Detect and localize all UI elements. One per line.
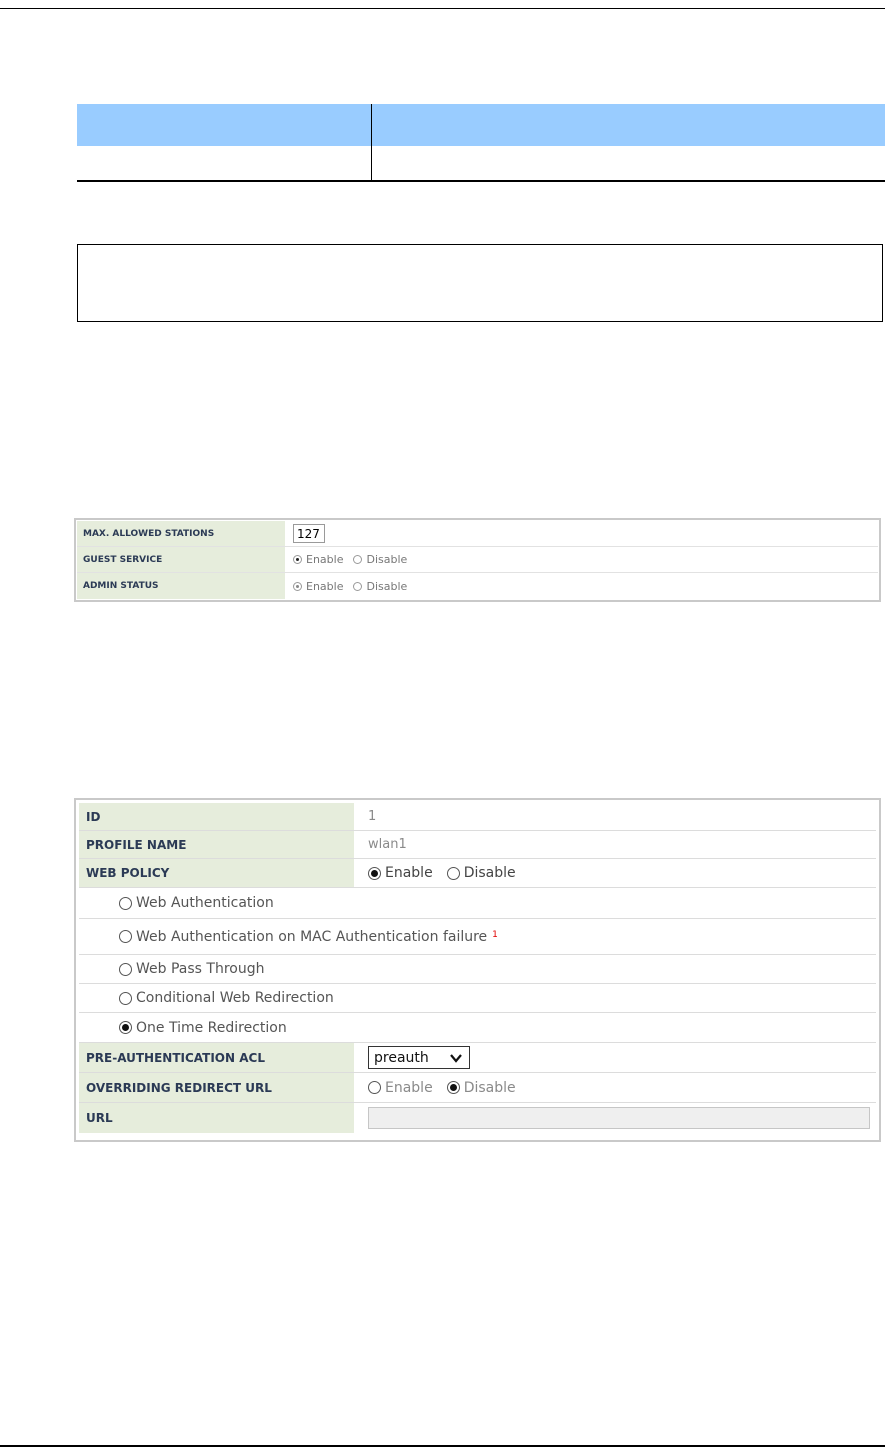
auth-option[interactable] bbox=[79, 888, 876, 918]
parameter-table bbox=[77, 104, 885, 182]
web-policy-enable-label: Enable bbox=[385, 865, 433, 881]
admin-status-row bbox=[77, 573, 878, 599]
admin-status-label: ADMIN STATUS bbox=[77, 573, 285, 599]
web-policy-panel bbox=[74, 798, 881, 1142]
auth-option[interactable] bbox=[79, 955, 876, 983]
note-box bbox=[77, 244, 883, 322]
admin-status-disable-label: Disable bbox=[366, 579, 408, 593]
guest-service-label: GUEST SERVICE bbox=[77, 547, 285, 572]
auth-option-label: Web Authentication on MAC Authentication failure bbox=[136, 928, 488, 945]
override-disable-label: Disable bbox=[463, 1079, 516, 1096]
auth-option-row bbox=[79, 888, 876, 919]
preauth-acl-value: preauth bbox=[374, 1049, 429, 1066]
profile-name-value: wlan1 bbox=[368, 837, 407, 852]
admin-status-disable-radio[interactable] bbox=[353, 582, 362, 591]
max-stations-row bbox=[77, 521, 878, 547]
conditional-web-redirection-radio[interactable] bbox=[119, 992, 132, 1005]
web-policy-label: WEB POLICY bbox=[79, 859, 354, 887]
auth-option-label: Web Pass Through bbox=[136, 961, 265, 977]
override-disable-radio[interactable] bbox=[447, 1081, 460, 1094]
admin-status-enable-label: Enable bbox=[306, 579, 344, 593]
preauth-acl-select[interactable] bbox=[368, 1046, 470, 1069]
url-cell bbox=[354, 1103, 876, 1133]
auth-option-row bbox=[79, 919, 876, 955]
auth-option-row bbox=[79, 955, 876, 984]
auth-option-label: Web Authentication bbox=[136, 895, 274, 911]
profile-name-row bbox=[79, 831, 876, 859]
one-time-redirection-radio[interactable] bbox=[119, 1021, 132, 1034]
wlan-settings-panel bbox=[74, 518, 881, 602]
web-policy-disable-label: Disable bbox=[463, 865, 516, 881]
override-enable-radio[interactable] bbox=[368, 1081, 381, 1094]
id-label: ID bbox=[79, 803, 354, 830]
profile-name-label: PROFILE NAME bbox=[79, 831, 354, 858]
url-input[interactable] bbox=[368, 1107, 870, 1129]
auth-option[interactable] bbox=[79, 1013, 876, 1042]
admin-status-enable-radio[interactable] bbox=[293, 582, 302, 591]
table-cell bbox=[371, 146, 885, 181]
table-cell bbox=[77, 146, 371, 181]
preauth-acl-label: PRE-AUTHENTICATION ACL bbox=[79, 1043, 354, 1072]
table-header-row bbox=[77, 104, 885, 146]
preauth-acl-row bbox=[79, 1043, 876, 1073]
max-stations-label: MAX. ALLOWED STATIONS bbox=[77, 521, 285, 546]
auth-option-label: One Time Redirection bbox=[136, 1019, 287, 1036]
id-value: 1 bbox=[368, 809, 377, 824]
guest-service-enable-label: Enable bbox=[306, 553, 344, 566]
guest-service-disable-label: Disable bbox=[366, 553, 408, 566]
url-label: URL bbox=[79, 1103, 354, 1133]
auth-option-label: Conditional Web Redirection bbox=[136, 990, 334, 1006]
footnote-marker: 1 bbox=[492, 929, 498, 940]
auth-option-row bbox=[79, 1013, 876, 1043]
override-url-label: OVERRIDING REDIRECT URL bbox=[79, 1073, 354, 1102]
table-header-cell bbox=[371, 104, 885, 146]
url-row bbox=[79, 1103, 876, 1133]
table-row bbox=[77, 146, 885, 181]
auth-option-row bbox=[79, 984, 876, 1013]
guest-service-options bbox=[285, 547, 878, 572]
guest-service-enable-radio[interactable] bbox=[293, 555, 302, 564]
override-url-row bbox=[79, 1073, 876, 1103]
max-stations-value-cell bbox=[285, 521, 878, 546]
max-stations-input[interactable] bbox=[293, 524, 325, 543]
preauth-acl-cell bbox=[354, 1043, 876, 1072]
header-rule bbox=[0, 8, 885, 9]
admin-status-options bbox=[285, 573, 878, 599]
web-policy-row bbox=[79, 859, 876, 888]
web-policy-disable-radio[interactable] bbox=[447, 867, 460, 880]
guest-service-disable-radio[interactable] bbox=[353, 555, 362, 564]
override-enable-label: Enable bbox=[385, 1079, 433, 1096]
guest-service-row bbox=[77, 547, 878, 573]
web-authentication-radio[interactable] bbox=[119, 897, 132, 910]
auth-option[interactable] bbox=[79, 919, 876, 954]
table-header-cell bbox=[77, 104, 371, 146]
override-url-options bbox=[354, 1073, 876, 1102]
web-policy-enable-radio[interactable] bbox=[368, 867, 381, 880]
web-policy-options bbox=[354, 859, 876, 887]
id-row bbox=[79, 803, 876, 831]
chevron-down-icon bbox=[449, 1051, 463, 1065]
web-pass-through-radio[interactable] bbox=[119, 963, 132, 976]
web-auth-mac-failure-radio[interactable] bbox=[119, 930, 132, 943]
footer-rule bbox=[0, 1445, 885, 1447]
auth-option[interactable] bbox=[79, 984, 876, 1012]
